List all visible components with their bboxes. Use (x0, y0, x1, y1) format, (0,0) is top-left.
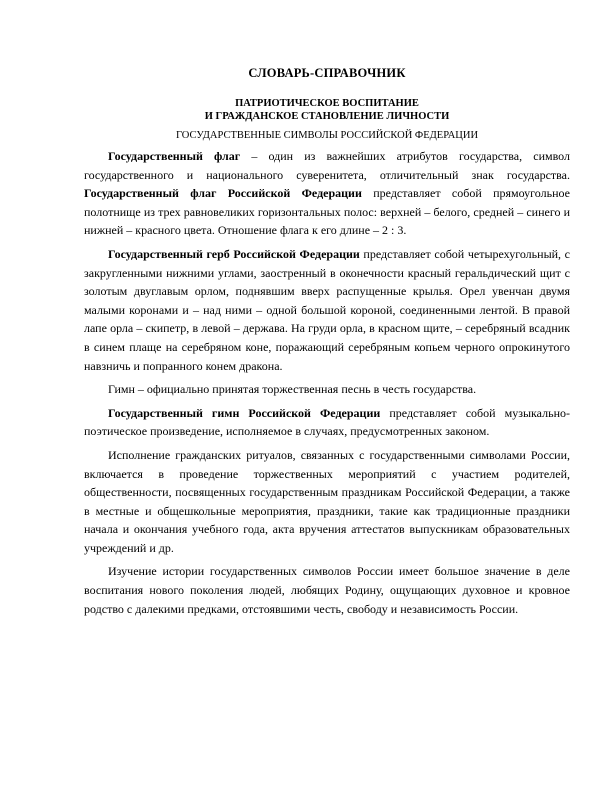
paragraph-flag-text-1: – один из важнейших атрибутов государства, символ государственного и национального суверенитета, отличительный знак государства. (84, 149, 570, 182)
paragraph-rituals (84, 446, 570, 558)
subtitle-line-2: И ГРАЖДАНСКОЕ СТАНОВЛЕНИЕ ЛИЧНОСТИ (204, 111, 450, 122)
subtitle-line-1: ПАТРИОТИЧЕСКОЕ ВОСПИТАНИЕ (235, 98, 419, 109)
paragraph-anthem-definition (84, 380, 570, 399)
paragraph-state-anthem-text: представляет собой музыкально-поэтическое произведение, исполняемое в случаях, предусмотренных законом. (84, 405, 570, 439)
paragraph-state-anthem (84, 404, 570, 441)
term-state-flag: Государственный флаг (108, 149, 241, 163)
paragraph-rituals-text: Исполнение гражданских ритуалов, связанных с государственными символами России, включается в проведение торжественных мероприятий с участием родителей, общественности, посвященных государственным праздникам Российской Федерации, а также в местные и общешкольные мероприятия, праздники, такие как традиционные праздники начала и окончания учебного года, акта вручения аттестатов выпускникам образовательных учреждений и др. (84, 447, 570, 555)
section-heading: ГОСУДАРСТВЕННЫЕ СИМВОЛЫ РОССИЙСКОЙ ФЕДЕРАЦИИ (175, 130, 479, 141)
term-russian-flag: Государственный флаг Российской Федерации (84, 186, 362, 201)
paragraph-flag-text-2: представляет собой прямоугольное полотнище из трех равновеликих горизонтальных полос: верхней – белого, средней – синего и нижней – красного цвета. Отношение флага к его длине – 2 : 3. (84, 186, 570, 238)
paragraph-history (84, 562, 570, 618)
document-page (84, 66, 570, 623)
document-title: СЛОВАРЬ-СПРАВОЧНИК (248, 66, 406, 80)
paragraph-anthem-definition-text: Гимн – официально принятая торжественная песнь в честь государства. (108, 382, 477, 397)
paragraph-coat-of-arms-text: представляет собой четырехугольный, с закругленными нижними углами, заостренный в оконечности красный геральдический щит с золотым двуглавым орлом, поднявшим вверх распущенные крылья. Орел увенчан двумя малыми коронами и – над ними – одной большой короной, соединенными лентой. В правой лапе орла – скипетр, в левой – держава. На груди орла, в красном щите, – серебряный всадник в синем плаще на серебряном коне, поражающий серебряным копьем черного опрокинутого навзничь и попранного конем дракона. (84, 246, 570, 373)
paragraph-coat-of-arms (84, 245, 570, 375)
term-state-anthem: Государственный гимн Российской Федерации (108, 405, 381, 420)
paragraph-history-text: Изучение истории государственных символов России имеет большое значение в деле воспитания нового поколения людей, любящих Родину, ощущающих духовное и кровное родство с далекими предками, отстоявшими честь, свободу и независимость России. (84, 564, 570, 616)
paragraph-flag (84, 147, 570, 240)
term-coat-of-arms: Государственный герб Российской Федерации (108, 246, 360, 261)
